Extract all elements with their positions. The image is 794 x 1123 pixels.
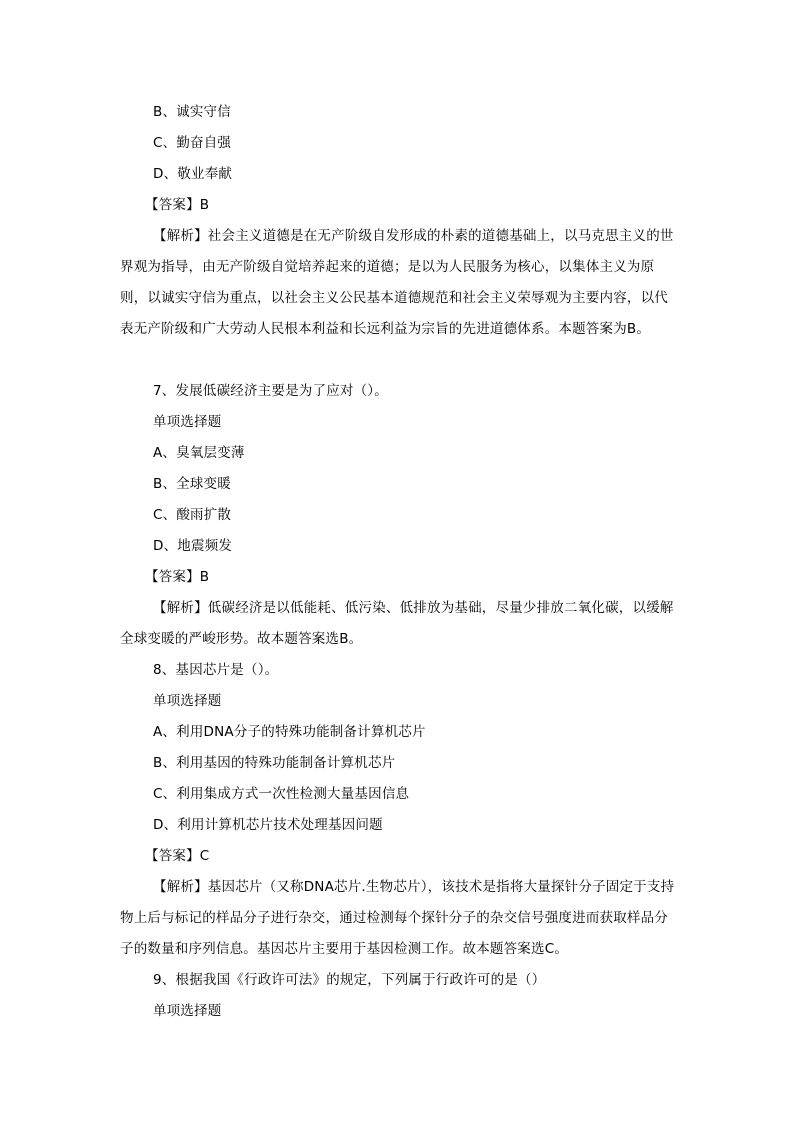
q8-answer: 【答案】C — [145, 848, 210, 864]
q6-option-c: C、勤奋自强 — [153, 135, 232, 151]
q8-analysis — [120, 872, 678, 965]
q7-option-c: C、酸雨扩散 — [153, 507, 232, 523]
q6-option-b: B、诚实守信 — [153, 104, 231, 120]
q8-question: 8、基因芯片是（）。 — [153, 662, 279, 678]
q7-analysis-text: 【解析】低碳经济是以低能耗、低污染、低排放为基础，尽量少排放二氧化碳，以缓解全球变暖的严峻形势。故本题答案选B。 — [120, 600, 674, 647]
q6-analysis-text: 【解析】社会主义道德是在无产阶级自发形成的朴素的道德基础上，以马克思主义的世界观为指导，由无产阶级自觉培养起来的道德；是以为人民服务为核心，以集体主义为原则，以诚实守信为重点，以社会主义公民基本道德规范和社会主义荣辱观为主要内容，以代表无产阶级和广大劳动人民根本利益和长远利益为宗旨的先进道德体系。本题答案为B。 — [120, 228, 674, 337]
q7-analysis — [120, 593, 678, 655]
q8-option-a: A、利用DNA分子的特殊功能制备计算机芯片 — [153, 724, 426, 740]
q7-type: 单项选择题 — [153, 414, 222, 430]
q6-answer: 【答案】B — [145, 197, 210, 213]
q9-type: 单项选择题 — [153, 1003, 222, 1019]
q7-option-d: D、地震频发 — [153, 538, 233, 554]
q7-option-a: A、臭氧层变薄 — [153, 445, 245, 461]
q7-option-b: B、全球变暖 — [153, 476, 231, 492]
q7-answer: 【答案】B — [145, 569, 210, 585]
q6-analysis — [120, 221, 678, 345]
q6-option-d: D、敬业奉献 — [153, 166, 233, 182]
q8-option-c: C、利用集成方式一次性检测大量基因信息 — [153, 786, 410, 802]
q8-option-d: D、利用计算机芯片技术处理基因问题 — [153, 817, 383, 833]
q9-question: 9、根据我国《行政许可法》的规定，下列属于行政许可的是（） — [153, 972, 546, 988]
q8-option-b: B、利用基因的特殊功能制备计算机芯片 — [153, 755, 396, 771]
q8-analysis-text: 【解析】基因芯片（又称DNA芯片.生物芯片），该技术是指将大量探针分子固定于支持物上后与标记的样品分子进行杂交，通过检测每个探针分子的杂交信号强度进而获取样品分子的数量和序列信息。基因芯片主要用于基因检测工作。故本题答案选C。 — [120, 879, 675, 957]
q8-type: 单项选择题 — [153, 693, 222, 709]
q7-question: 7、发展低碳经济主要是为了应对（）。 — [153, 383, 388, 399]
